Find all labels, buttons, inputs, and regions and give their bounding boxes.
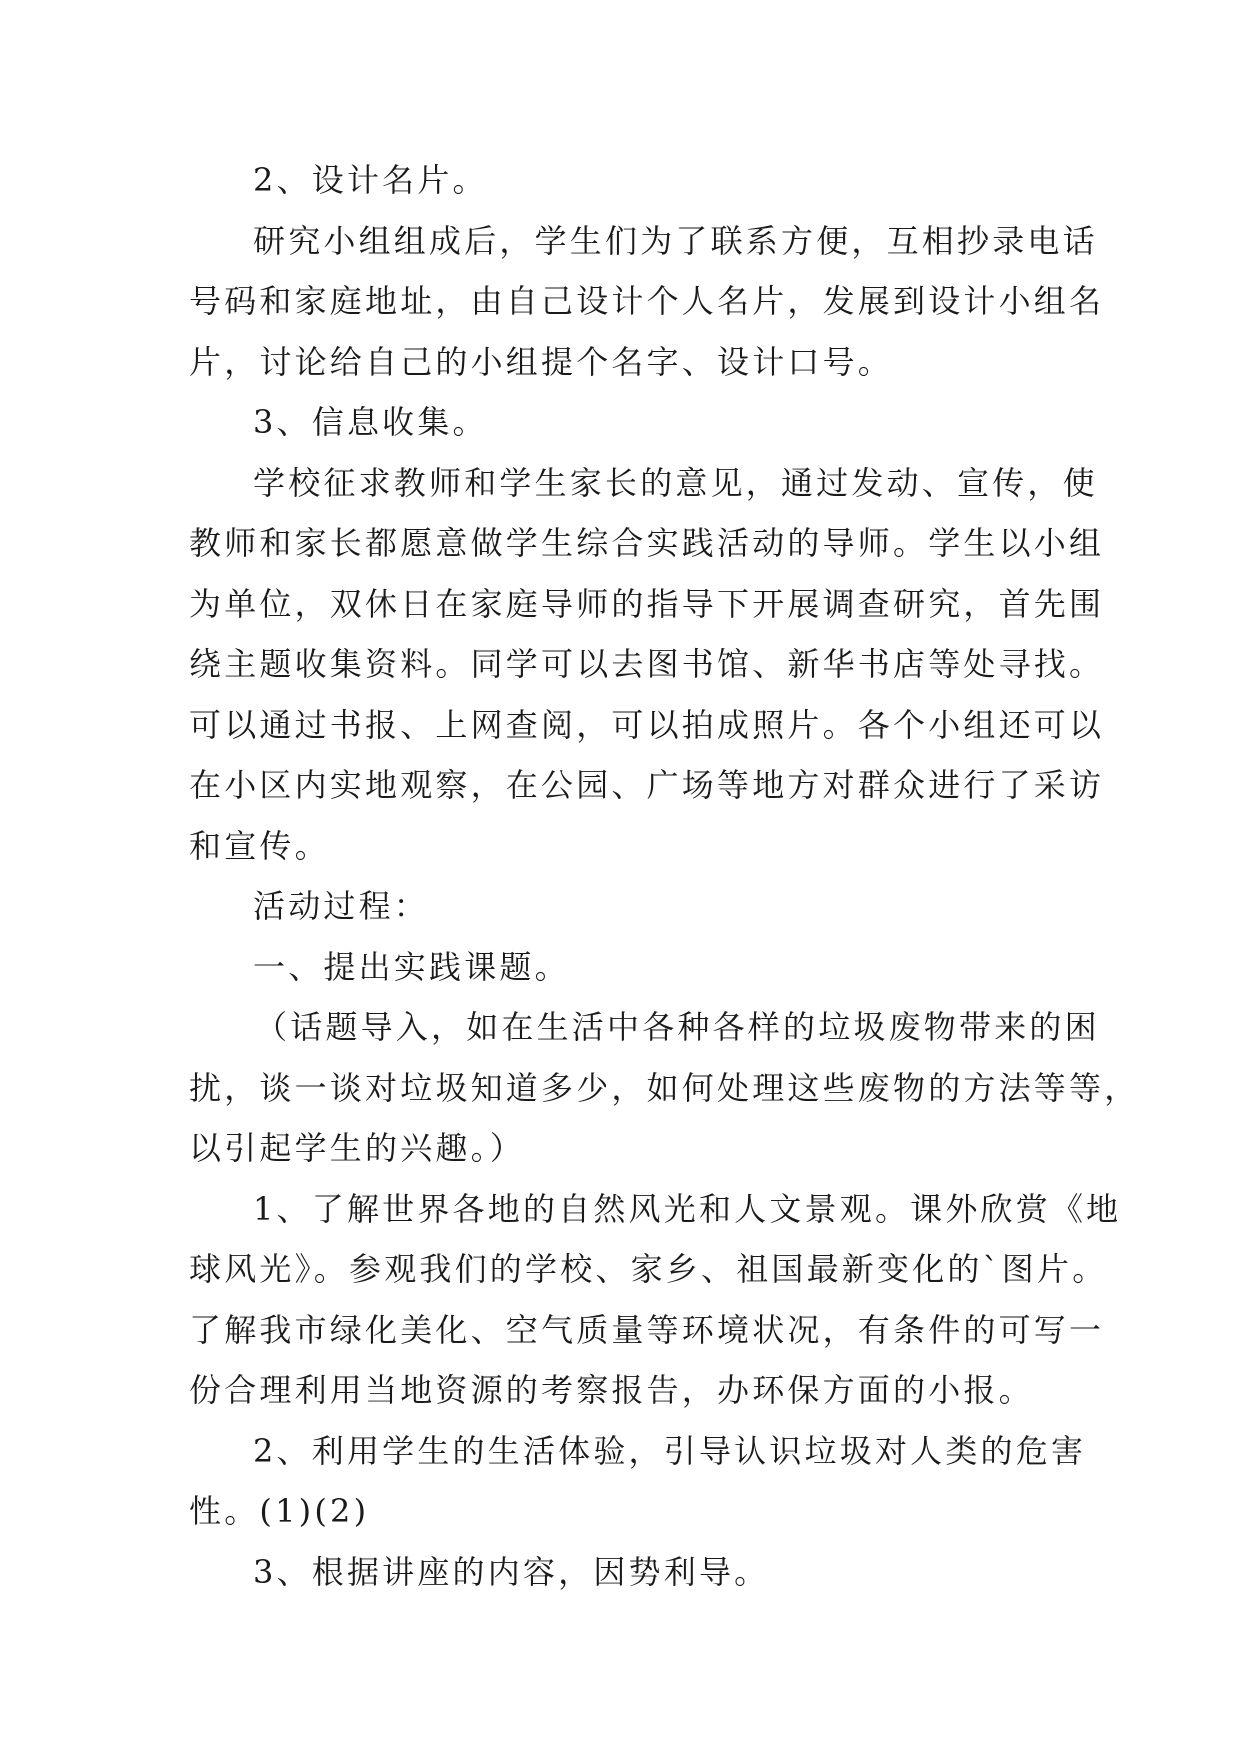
text-line: 性。(1)(2): [189, 1492, 370, 1530]
text-line: 在小区内实地观察，在公园、广场等地方对群众进行了采访: [189, 766, 1105, 804]
text-line: 学校征求教师和学生家长的意见，通过发动、宣传，使: [253, 463, 1098, 502]
text-line: 球风光》。参观我们的学校、家乡、祖国最新变化的`图片。: [189, 1250, 1108, 1288]
text-line: 了解我市绿化美化、空气质量等环境状况，有条件的可写一: [189, 1310, 1105, 1349]
text-line: 活动过程：: [253, 887, 430, 925]
text-line: 3、信息收集。: [253, 403, 488, 441]
text-line: 一、提出实践课题。: [253, 947, 570, 986]
text-line: 以引起学生的兴趣。）: [189, 1129, 526, 1167]
text-line: 号码和家庭地址，由自己设计个人名片，发展到设计小组名: [189, 282, 1105, 320]
text-line: 片，讨论给自己的小组提个名字、设计口号。: [189, 342, 894, 381]
text-line: 份合理利用当地资源的考察报告，办环保方面的小报。: [189, 1371, 1034, 1409]
text-line: 可以通过书报、上网查阅，可以拍成照片。各个小组还可以: [189, 705, 1105, 744]
text-line: 1、了解世界各地的自然风光和人文景观。课外欣赏《地: [253, 1189, 1122, 1228]
text-line: （话题导入，如在生活中各种各样的垃圾废物带来的困: [255, 1008, 1100, 1046]
text-line: 3、根据讲座的内容，因势利导。: [253, 1552, 770, 1591]
text-line: 扰，谈一谈对垃圾知道多少，如何处理这些废物的方法等等，: [189, 1068, 1140, 1107]
text-line: 绕主题收集资料。同学可以去图书馆、新华书店等处寻找。: [189, 645, 1105, 683]
text-line: 为单位，双休日在家庭导师的指导下开展调查研究，首先围: [189, 584, 1105, 623]
text-line: 研究小组组成后，学生们为了联系方便，互相抄录电话: [253, 221, 1098, 260]
text-line: 2、设计名片。: [253, 161, 488, 199]
document-body: [189, 150, 1140, 1602]
text-line: 和宣传。: [189, 826, 330, 865]
text-line: 2、利用学生的生活体验，引导认识垃圾对人类的危害: [253, 1431, 1087, 1470]
text-line: 教师和家长都愿意做学生综合实践活动的导师。学生以小组: [189, 524, 1105, 562]
